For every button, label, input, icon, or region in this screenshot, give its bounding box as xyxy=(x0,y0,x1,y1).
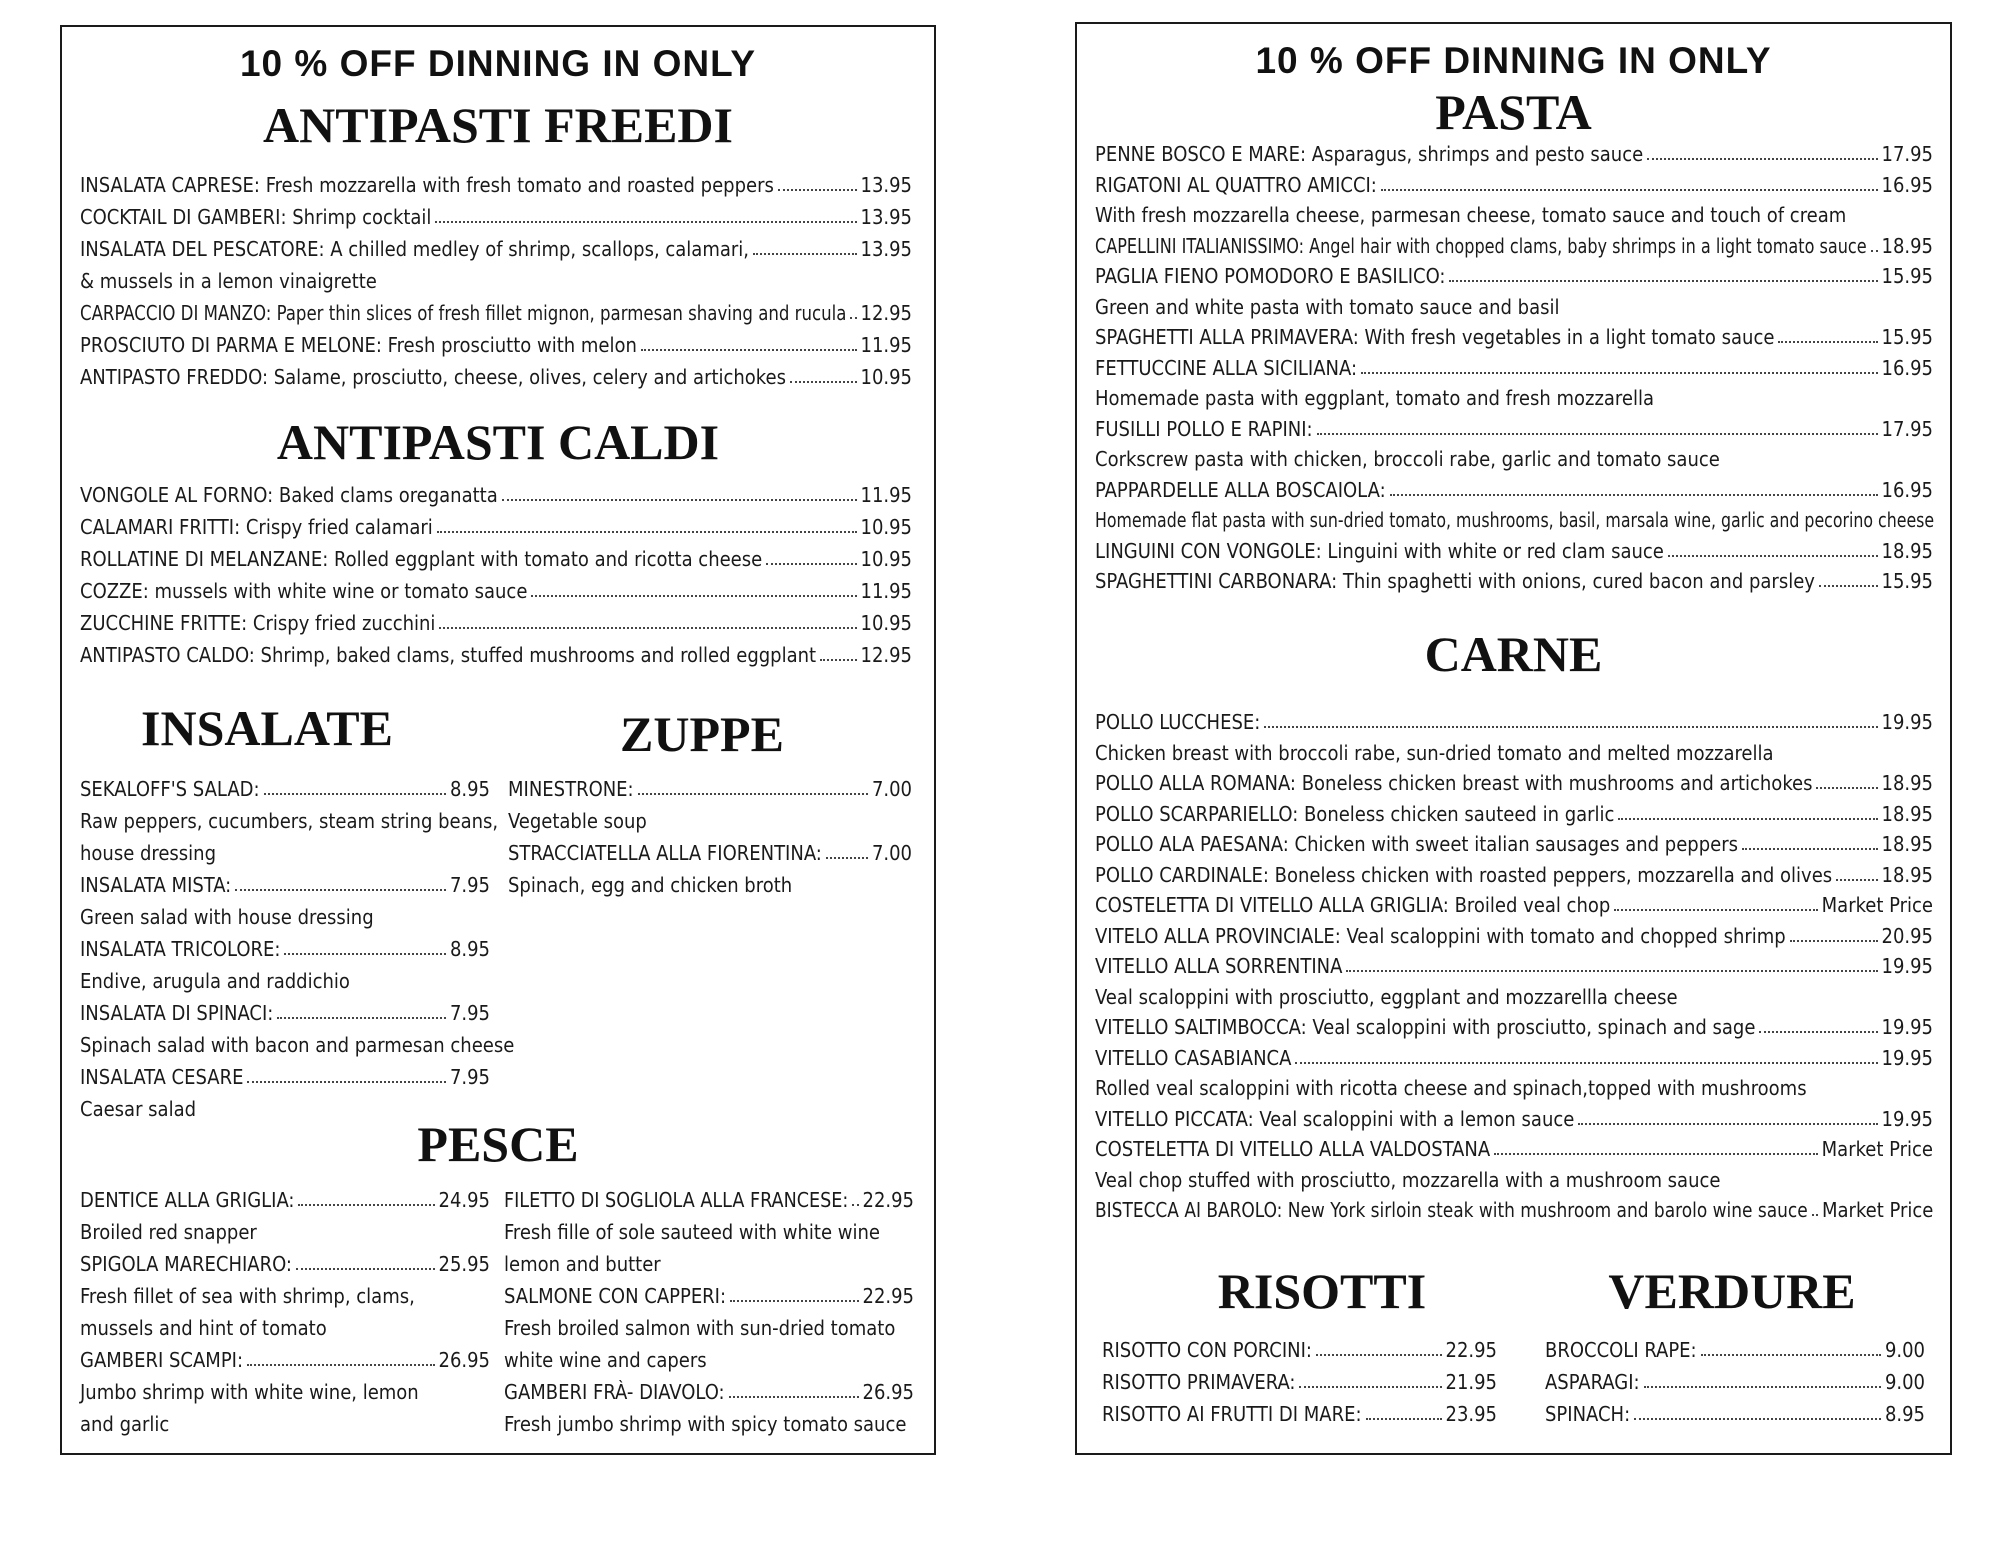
menu-item-price: 22.95 xyxy=(862,1284,914,1308)
menu-item xyxy=(1095,144,1933,164)
menu-item-name: INSALATA DEL PESCATORE: A chilled medley of shrimp, scallops, calamari, xyxy=(80,237,749,261)
menu-item xyxy=(80,1190,490,1210)
menu-item-price: 16.95 xyxy=(1881,355,1933,380)
menu-page-right xyxy=(1075,22,1952,1455)
section-title-insalate: INSALATE xyxy=(141,700,393,756)
dot-leader xyxy=(437,531,857,533)
menu-item-description: & mussels in a lemon vinaigrette xyxy=(80,269,377,293)
dot-leader xyxy=(1494,1153,1818,1155)
dot-leader xyxy=(531,595,856,597)
menu-item-price: 18.95 xyxy=(1881,233,1933,258)
menu-item-price: 11.95 xyxy=(860,333,912,357)
menu-item xyxy=(1095,923,1933,948)
section-title-risotti: RISOTTI xyxy=(1217,1263,1427,1319)
menu-item-description: Veal chop stuffed with prosciutto, mozzarella with a mushroom sauce xyxy=(1095,1167,1721,1192)
section-title-antipasti-caldi: ANTIPASTI CALDI xyxy=(276,414,720,470)
menu-item xyxy=(80,239,912,259)
menu-item-description: Vegetable soup xyxy=(508,809,647,833)
dot-leader xyxy=(766,563,856,565)
menu-item-price: 26.95 xyxy=(862,1380,914,1404)
menu-item-price: 16.95 xyxy=(1881,172,1933,197)
menu-item xyxy=(80,303,912,323)
menu-item-description: Broiled red snapper xyxy=(80,1220,257,1244)
menu-item-name: CALAMARI FRITTI: Crispy fried calamari xyxy=(80,515,433,539)
menu-item-name: GAMBERI SCAMPI: xyxy=(80,1348,244,1372)
menu-item-price: 17.95 xyxy=(1881,416,1933,441)
menu-item-name: SPAGHETTI ALLA PRIMAVERA: With fresh vegetables in a light tomato sauce xyxy=(1095,325,1775,349)
menu-item-name: INSALATA DI SPINACI: xyxy=(80,1001,274,1025)
menu-item-description: Caesar salad xyxy=(80,1097,197,1121)
dot-leader xyxy=(1790,940,1878,942)
menu-item-name: SEKALOFF'S SALAD: xyxy=(80,777,260,801)
menu-item xyxy=(80,613,912,633)
menu-item xyxy=(1102,1372,1497,1392)
menu-item-name: RISOTTO PRIMAVERA: xyxy=(1102,1370,1296,1394)
menu-item-price: 10.95 xyxy=(860,365,912,389)
section-title-antipasti-freddi: ANTIPASTI FREEDI xyxy=(263,97,733,153)
menu-item-price: 7.00 xyxy=(871,777,912,801)
menu-item-price: 20.95 xyxy=(1881,923,1933,948)
menu-item-price: 7.95 xyxy=(449,873,490,897)
menu-item-price: 23.95 xyxy=(1445,1402,1497,1426)
dot-leader xyxy=(852,1204,859,1206)
menu-item-name: PAGLIA FIENO POMODORO E BASILICO: xyxy=(1095,264,1446,288)
menu-item-price: 11.95 xyxy=(860,483,912,507)
menu-item-description: With fresh mozzarella cheese, parmesan cheese, tomato sauce and touch of cream xyxy=(1095,203,1847,227)
menu-item-name: RISOTTO CON PORCINI: xyxy=(1102,1338,1312,1362)
menu-item-description: Green and white pasta with tomato sauce and basil xyxy=(1095,294,1560,319)
dot-leader xyxy=(729,1396,859,1398)
menu-item-name: VITELLO CASABIANCA xyxy=(1095,1045,1292,1070)
menu-item-price: 18.95 xyxy=(1881,538,1933,563)
menu-item-description: Fresh fillet of sea with shrimp, clams, xyxy=(80,1284,415,1308)
menu-item-name: VONGOLE AL FORNO: Baked clams oreganatta xyxy=(80,483,498,507)
dot-leader xyxy=(1634,1418,1881,1420)
dot-leader xyxy=(778,189,857,191)
menu-item-price: 8.95 xyxy=(1884,1402,1925,1426)
menu-item-price: 24.95 xyxy=(438,1188,490,1212)
dot-leader xyxy=(1614,909,1817,911)
menu-item-name: FUSILLI POLLO E RAPINI: xyxy=(1095,416,1313,441)
menu-item-name: VITELLO SALTIMBOCCA: Veal scaloppini with prosciutto, spinach and sage xyxy=(1095,1015,1756,1039)
dot-leader xyxy=(439,627,856,629)
dot-leader xyxy=(1449,280,1877,282)
menu-item xyxy=(1095,1200,1933,1220)
menu-item-price: 15.95 xyxy=(1881,569,1933,593)
menu-item-name: ANTIPASTO FREDDO: Salame, prosciutto, cheese, olives, celery and artichokes xyxy=(80,365,786,389)
menu-item xyxy=(1095,1017,1933,1037)
menu-item xyxy=(1095,862,1933,887)
dot-leader xyxy=(284,953,445,955)
menu-item-description: lemon and butter xyxy=(504,1252,661,1276)
dot-leader xyxy=(1578,1123,1877,1125)
menu-item xyxy=(80,939,490,959)
dot-leader xyxy=(298,1204,434,1206)
menu-item-price: 12.95 xyxy=(860,643,912,667)
menu-item-name: BROCCOLI RAPE: xyxy=(1545,1338,1697,1362)
dot-leader xyxy=(1381,189,1878,191)
menu-item xyxy=(80,1003,490,1023)
promo-banner: 10 % OFF DINNING IN ONLY xyxy=(239,43,757,84)
dot-leader xyxy=(247,1081,445,1083)
menu-item-price: Market Price xyxy=(1821,893,1933,917)
menu-item-price: 21.95 xyxy=(1445,1370,1497,1394)
menu-item-description: Fresh fille of sole sauteed with white wine xyxy=(504,1220,880,1244)
menu-item xyxy=(1545,1340,1925,1360)
menu-item-price: 13.95 xyxy=(860,173,912,197)
menu-item-name: POLLO ALA PAESANA: Chicken with sweet italian sausages and peppers xyxy=(1095,832,1738,856)
dot-leader xyxy=(1836,879,1877,881)
menu-item-name: COZZE: mussels with white wine or tomato sauce xyxy=(80,579,528,603)
menu-item-description: Homemade pasta with eggplant, tomato and fresh mozzarella xyxy=(1095,386,1654,410)
menu-item-name: POLLO LUCCHESE: xyxy=(1095,710,1261,734)
menu-item-name: CARPACCIO DI MANZO: Paper thin slices of fresh fillet mignon, parmesan shaving and rucula xyxy=(80,301,847,325)
menu-item-name: ROLLATINE DI MELANZANE: Rolled eggplant with tomato and ricotta cheese xyxy=(80,547,763,571)
menu-item-price: 10.95 xyxy=(860,611,912,635)
menu-item-name: BISTECCA AI BAROLO: New York sirloin steak with mushroom and barolo wine sauce xyxy=(1095,1198,1808,1222)
menu-item-name: ASPARAGI: xyxy=(1545,1370,1640,1394)
dot-leader xyxy=(247,1364,434,1366)
menu-item-price: 19.95 xyxy=(1881,1045,1933,1070)
menu-item xyxy=(80,207,912,227)
menu-item-name: STRACCIATELLA ALLA FIORENTINA: xyxy=(508,841,822,865)
dot-leader xyxy=(296,1268,435,1270)
menu-item-name: VITELO ALLA PROVINCIALE: Veal scaloppini with tomato and chopped shrimp xyxy=(1095,923,1786,948)
menu-item-price: 19.95 xyxy=(1881,954,1933,978)
dot-leader xyxy=(1316,1354,1442,1356)
menu-item-description: Spinach salad with bacon and parmesan cheese xyxy=(80,1033,515,1057)
menu-item xyxy=(1095,834,1933,854)
menu-item-description: Veal scaloppini with prosciutto, eggplant and mozzarellla cheese xyxy=(1095,984,1678,1009)
menu-item xyxy=(80,175,912,195)
menu-item-price: 8.95 xyxy=(449,777,490,801)
menu-item-name: SPAGHETTINI CARBONARA: Thin spaghetti with onions, cured bacon and parsley xyxy=(1095,569,1815,593)
menu-item xyxy=(80,549,912,569)
menu-item-name: COCKTAIL DI GAMBERI: Shrimp cocktail xyxy=(80,205,432,229)
menu-item-price: 22.95 xyxy=(862,1188,914,1212)
menu-item-name: RISOTTO AI FRUTTI DI MARE: xyxy=(1102,1402,1362,1426)
menu-item xyxy=(1095,172,1933,197)
menu-item-description: Endive, arugula and raddichio xyxy=(80,969,350,993)
menu-item xyxy=(504,1286,914,1306)
menu-item xyxy=(504,1190,914,1210)
menu-item-description: Jumbo shrimp with white wine, lemon xyxy=(80,1380,419,1404)
menu-item xyxy=(1095,895,1933,915)
menu-item-price: 26.95 xyxy=(438,1348,490,1372)
menu-item-name: FETTUCCINE ALLA SICILIANA: xyxy=(1095,355,1358,380)
menu-item-description: white wine and capers xyxy=(504,1348,707,1372)
menu-item xyxy=(508,843,912,863)
menu-item-name: ZUCCHINE FRITTE: Crispy fried zucchini xyxy=(80,611,436,635)
menu-item-name: VITELLO PICCATA: Veal scaloppini with a lemon sauce xyxy=(1095,1106,1575,1131)
menu-item-name: RIGATONI AL QUATTRO AMICCI: xyxy=(1095,172,1377,197)
menu-item-name: SPIGOLA MARECHIARO: xyxy=(80,1252,292,1276)
menu-item xyxy=(1095,1045,1933,1070)
menu-item-name: ANTIPASTO CALDO: Shrimp, baked clams, stuffed mushrooms and rolled eggplant xyxy=(80,643,817,667)
dot-leader xyxy=(1647,158,1877,160)
menu-item-price: 18.95 xyxy=(1881,862,1933,887)
menu-item-name: SPINACH: xyxy=(1545,1402,1631,1426)
menu-item-price: 13.95 xyxy=(860,237,912,261)
menu-item xyxy=(1545,1404,1925,1424)
menu-item-name: CAPELLINI ITALIANISSIMO: Angel hair with chopped clams, baby shrimps in a light tomato sauce xyxy=(1095,233,1867,258)
menu-item-description: mussels and hint of tomato xyxy=(80,1316,327,1340)
menu-item xyxy=(80,1254,490,1274)
dot-leader xyxy=(1701,1354,1881,1356)
menu-item xyxy=(80,1067,490,1087)
menu-item-name: INSALATA TRICOLORE: xyxy=(80,937,281,961)
menu-item-description: Chicken breast with broccoli rabe, sun-dried tomato and melted mozzarella xyxy=(1095,740,1774,765)
menu-item-name: COSTELETTA DI VITELLO ALLA VALDOSTANA xyxy=(1095,1137,1491,1161)
menu-item-price: Market Price xyxy=(1822,1198,1934,1222)
menu-item-price: 13.95 xyxy=(860,205,912,229)
menu-item-price: 12.95 xyxy=(860,301,912,325)
dot-leader xyxy=(753,253,857,255)
menu-item-price: 10.95 xyxy=(860,515,912,539)
menu-item-description: Fresh broiled salmon with sun-dried tomato xyxy=(504,1316,896,1340)
dot-leader xyxy=(1346,970,1877,972)
menu-item-name: POLLO SCARPARIELLO: Boneless chicken sauteed in garlic xyxy=(1095,801,1615,826)
menu-item-price: 17.95 xyxy=(1881,142,1933,166)
menu-item xyxy=(1095,538,1933,563)
menu-item-name: INSALATA MISTA: xyxy=(80,873,232,897)
menu-item-price: 7.95 xyxy=(449,1065,490,1089)
menu-item-price: 9.00 xyxy=(1884,1338,1925,1362)
menu-item-name: PENNE BOSCO E MARE: Asparagus, shrimps and pesto sauce xyxy=(1095,142,1644,166)
menu-item-description: Rolled veal scaloppini with ricotta cheese and spinach,topped with mushrooms xyxy=(1095,1076,1807,1100)
dot-leader xyxy=(1871,250,1878,252)
menu-item-name: POLLO ALLA ROMANA: Boneless chicken breast with mushrooms and artichokes xyxy=(1095,771,1813,795)
menu-item xyxy=(1095,1139,1933,1159)
dot-leader xyxy=(850,317,857,319)
menu-item-price: 16.95 xyxy=(1881,477,1933,502)
dot-leader xyxy=(1819,585,1878,587)
menu-item-price: 19.95 xyxy=(1881,1106,1933,1131)
menu-item-name: DENTICE ALLA GRIGLIA: xyxy=(80,1188,295,1212)
menu-item xyxy=(1095,266,1933,286)
menu-item-description: Homemade flat pasta with sun-dried tomato, mushrooms, basil, marsala wine, garlic and pecorino cheese xyxy=(1095,508,1935,532)
dot-leader xyxy=(730,1300,858,1302)
menu-item-price: 9.00 xyxy=(1884,1370,1925,1394)
dot-leader xyxy=(1812,1214,1818,1216)
menu-item-price: Market Price xyxy=(1821,1137,1933,1161)
menu-item xyxy=(1095,712,1933,732)
menu-item-name: PROSCIUTO DI PARMA E MELONE: Fresh prosciutto with melon xyxy=(80,333,637,357)
menu-item xyxy=(80,367,912,387)
dot-leader xyxy=(1742,848,1878,850)
dot-leader xyxy=(1759,1031,1877,1033)
dot-leader xyxy=(1816,787,1877,789)
menu-item-price: 15.95 xyxy=(1881,325,1933,349)
menu-item-description: house dressing xyxy=(80,841,217,865)
menu-item xyxy=(80,875,490,895)
menu-item-price: 7.95 xyxy=(449,1001,490,1025)
dot-leader xyxy=(1390,494,1878,496)
menu-item xyxy=(80,335,912,355)
menu-item xyxy=(1102,1404,1497,1424)
menu-item-price: 18.95 xyxy=(1881,801,1933,826)
menu-item xyxy=(1095,327,1933,347)
dot-leader xyxy=(235,889,446,891)
dot-leader xyxy=(1366,1418,1442,1420)
menu-item xyxy=(504,1382,914,1402)
menu-item xyxy=(1102,1340,1497,1360)
menu-item xyxy=(80,517,912,537)
menu-item-price: 8.95 xyxy=(449,937,490,961)
menu-item xyxy=(508,779,912,799)
dot-leader xyxy=(790,381,857,383)
menu-item-price: 18.95 xyxy=(1881,832,1933,856)
section-title-pasta: PASTA xyxy=(1435,84,1592,140)
dot-leader xyxy=(1317,433,1878,435)
menu-item-name: INSALATA CESARE xyxy=(80,1065,244,1089)
menu-item-name: GAMBERI FRÀ- DIAVOLO: xyxy=(504,1380,725,1404)
menu-item xyxy=(1095,416,1933,441)
menu-item xyxy=(80,485,912,505)
menu-item xyxy=(80,581,912,601)
menu-item-name: POLLO CARDINALE: Boneless chicken with roasted peppers, mozzarella and olives xyxy=(1095,862,1833,887)
menu-item xyxy=(80,645,912,665)
menu-item xyxy=(1545,1372,1925,1392)
menu-item xyxy=(1095,233,1933,258)
menu-item xyxy=(1095,477,1933,502)
menu-item-price: 25.95 xyxy=(438,1252,490,1276)
dot-leader xyxy=(1668,555,1878,557)
dot-leader xyxy=(264,793,446,795)
menu-item-price: 22.95 xyxy=(1445,1338,1497,1362)
menu-item-description: Raw peppers, cucumbers, steam string beans, xyxy=(80,809,499,833)
menu-item xyxy=(1095,571,1933,591)
dot-leader xyxy=(641,349,857,351)
menu-item xyxy=(1095,1106,1933,1131)
menu-item-description: Corkscrew pasta with chicken, broccoli rabe, garlic and tomato sauce xyxy=(1095,447,1720,471)
dot-leader xyxy=(820,659,856,661)
menu-item-description: Spinach, egg and chicken broth xyxy=(508,873,793,897)
menu-item xyxy=(80,779,490,799)
section-title-zuppe: ZUPPE xyxy=(620,706,784,762)
menu-item-name: INSALATA CAPRESE: Fresh mozzarella with fresh tomato and roasted peppers xyxy=(80,173,774,197)
menu-item-price: 7.00 xyxy=(871,841,912,865)
menu-item-price: 19.95 xyxy=(1881,710,1933,734)
menu-item xyxy=(1095,355,1933,380)
promo-banner: 10 % OFF DINNING IN ONLY xyxy=(1255,40,1772,81)
menu-item-name: FILETTO DI SOGLIOLA ALLA FRANCESE: xyxy=(504,1188,849,1212)
menu-item-price: 18.95 xyxy=(1881,771,1933,795)
menu-item xyxy=(80,1350,490,1370)
dot-leader xyxy=(826,857,868,859)
dot-leader xyxy=(1361,372,1877,374)
section-title-verdure: VERDURE xyxy=(1608,1263,1856,1319)
menu-item xyxy=(1095,956,1933,976)
dot-leader xyxy=(638,793,868,795)
menu-item-price: 15.95 xyxy=(1881,264,1933,288)
dot-leader xyxy=(1264,726,1877,728)
dot-leader xyxy=(1778,341,1877,343)
dot-leader xyxy=(1618,818,1877,820)
dot-leader xyxy=(502,499,857,501)
section-title-carne: CARNE xyxy=(1424,626,1603,682)
dot-leader xyxy=(1295,1062,1877,1064)
menu-item-price: 10.95 xyxy=(860,547,912,571)
menu-item-name: VITELLO ALLA SORRENTINA xyxy=(1095,954,1343,978)
menu-item-description: and garlic xyxy=(80,1412,170,1436)
menu-item xyxy=(1095,773,1933,793)
menu-item-name: LINGUINI CON VONGOLE: Linguini with white or red clam sauce xyxy=(1095,538,1664,563)
dot-leader xyxy=(1644,1386,1881,1388)
menu-page-left xyxy=(60,25,936,1455)
dot-leader xyxy=(277,1017,446,1019)
menu-item-name: SALMONE CON CAPPERI: xyxy=(504,1284,727,1308)
menu-item-name: MINESTRONE: xyxy=(508,777,634,801)
menu-item-name: PAPPARDELLE ALLA BOSCAIOLA: xyxy=(1095,477,1386,502)
section-title-pesce: PESCE xyxy=(417,1116,579,1172)
menu-item-name: COSTELETTA DI VITELLO ALLA GRIGLIA: Broiled veal chop xyxy=(1095,893,1611,917)
menu-item-price: 19.95 xyxy=(1881,1015,1933,1039)
dot-leader xyxy=(435,221,856,223)
menu-item-description: Fresh jumbo shrimp with spicy tomato sauce xyxy=(504,1412,907,1436)
menu-item-description: Green salad with house dressing xyxy=(80,905,374,929)
menu-item xyxy=(1095,801,1933,826)
dot-leader xyxy=(1299,1386,1441,1388)
menu-item-price: 11.95 xyxy=(860,579,912,603)
